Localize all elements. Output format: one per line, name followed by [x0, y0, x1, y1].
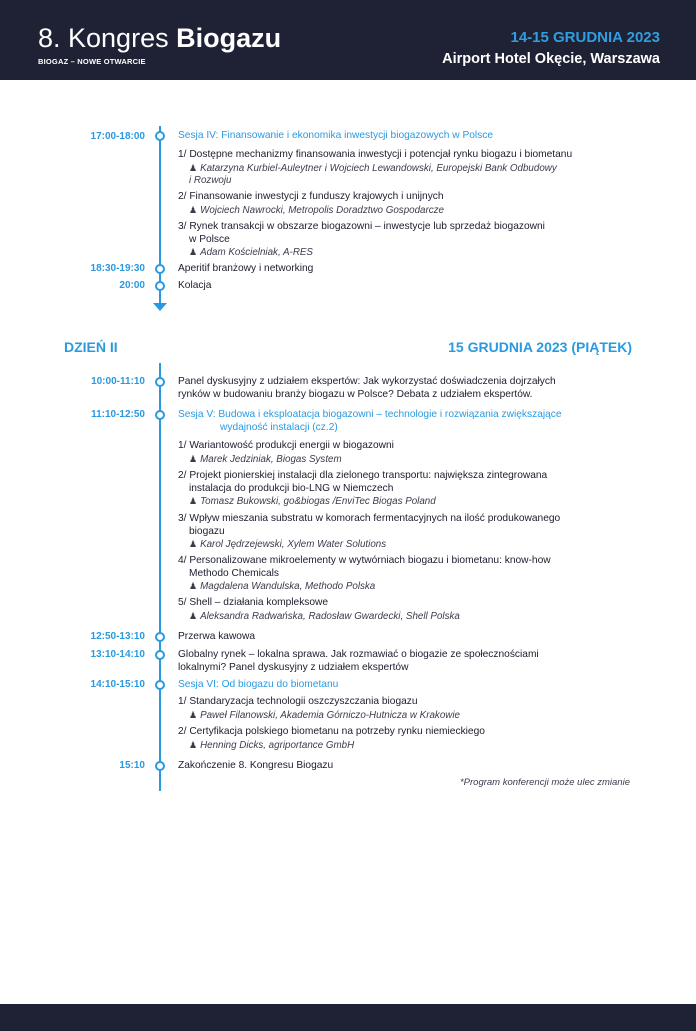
event-venue: Airport Hotel Okęcie, Warszawa	[442, 51, 660, 67]
talk-item	[178, 440, 394, 466]
talk-title: 1/ Wariantowość produkcji energii w biogazowni	[178, 440, 394, 451]
talk-title: 3/ Wpływ mieszania substratu w komorach fermentacyjnych na ilość produkowanego	[178, 513, 561, 524]
talk-title: 1/ Standaryzacja technologii oszczyszczania biogazu	[178, 696, 418, 707]
timeline-arrow-icon	[153, 303, 167, 311]
talk-presenter: ♟ Wojciech Nawrocki, Metropolis Doradztwo Gospodarcze	[189, 204, 445, 216]
talk-presenter: ♟ Tomasz Bukowski, go&biogas /EnviTec Biogas Poland	[189, 496, 436, 507]
program-note: *Program konferencji może ulec zmianie	[459, 777, 630, 788]
title-prefix: 8. Kongres	[38, 23, 169, 53]
timeline-line-2	[159, 363, 161, 791]
talk-presenter: ♟ Marek Jedziniak, Biogas System	[189, 453, 342, 465]
agenda-item: Globalny rynek – lokalna sprawa. Jak rozmawiać o biogazie ze społecznościami lokalnymi? Panel dyskusyjny z udziałem ekspertów	[178, 649, 539, 673]
event-subtitle: BIOGAZ – NOWE OTWARCIE	[38, 57, 146, 66]
title-main: Biogazu	[176, 23, 282, 53]
day-date: 15 GRUDNIA 2023 (PIĄTEK)	[448, 339, 632, 355]
timeline-node	[155, 680, 165, 690]
talk-item: 4/ Personalizowane mikroelementy w wytwórniach biogazu i biometanu: know-how Methodo Chemicals ♟ Magdalena Wandulska, Methodo Polska	[178, 555, 551, 592]
event-time: 10:00-11:10	[91, 376, 145, 387]
talk-item	[178, 696, 460, 722]
day-label: DZIEŃ II	[64, 339, 118, 355]
timeline-node	[155, 264, 165, 274]
talk-title-cont: w Polsce	[189, 233, 230, 245]
talk-title: 2/ Projekt pionierskiej instalacji dla zielonego transportu: największa zintegrowana	[178, 470, 548, 481]
session-time: 17:00-18:00	[90, 131, 145, 142]
talk-item	[178, 726, 485, 752]
event-time: 15:10	[119, 760, 145, 771]
agenda-item: Przerwa kawowa	[178, 631, 255, 642]
talk-title: 2/ Certyfikacja polskiego biometanu na potrzeby rynku niemieckiego	[178, 726, 485, 737]
talk-presenter: ♟ Adam Kościelniak, A-RES	[189, 247, 313, 258]
session-title: Sesja V: Budowa i eksploatacja biogazowni – technologie i rozwiązania zwiększające wydajność instalacji (cz.2)	[178, 409, 562, 433]
header-bar	[0, 0, 696, 80]
event-date: 14-15 GRUDNIA 2023	[510, 29, 660, 46]
person-icon: ♟	[189, 247, 198, 257]
event-time: 20:00	[119, 280, 145, 291]
talk-title: 4/ Personalizowane mikroelementy w wytwórniach biogazu i biometanu: know-how	[178, 555, 551, 566]
timeline-line-1	[159, 126, 161, 304]
talk-presenter: ♟ Aleksandra Radwańska, Radosław Gwardecki, Shell Polska	[189, 610, 460, 622]
person-icon: ♟	[189, 610, 198, 621]
agenda-item: Aperitif branżowy i networking	[178, 263, 314, 274]
talk-item	[178, 597, 460, 623]
person-icon: ♟	[189, 162, 198, 173]
talk-item	[178, 149, 572, 188]
timeline-node	[155, 131, 165, 141]
talk-presenter: ♟ Magdalena Wandulska, Methodo Polska	[189, 581, 376, 592]
session-time: 14:10-15:10	[90, 679, 145, 690]
event-time: 13:10-14:10	[90, 649, 145, 660]
event-time: 18:30-19:30	[90, 263, 145, 274]
person-icon: ♟	[189, 204, 198, 215]
session-title: Sesja VI: Od biogazu do biometanu	[178, 679, 339, 690]
timeline-node	[155, 377, 165, 387]
session-title	[178, 130, 493, 143]
agenda-item: Zakończenie 8. Kongresu Biogazu	[178, 760, 334, 771]
timeline-node	[155, 761, 165, 771]
agenda-item: Kolacja	[178, 280, 212, 291]
person-icon: ♟	[189, 496, 198, 506]
talk-presenter: ♟ Paweł Filanowski, Akademia Górniczo-Hutnicza w Krakowie	[189, 709, 460, 721]
talk-presenter: ♟ Karol Jędrzejewski, Xylem Water Solutions	[189, 539, 387, 550]
timeline-node	[155, 281, 165, 291]
talk-title: 3/ Rynek transakcji w obszarze biogazowni – inwestycje lub sprzedaż biogazowni	[178, 221, 545, 232]
person-icon: ♟	[189, 739, 198, 750]
session-time: 11:10-12:50	[91, 409, 145, 420]
timeline-node	[155, 632, 165, 642]
talk-item: 3/ Wpływ mieszania substratu w komorach fermentacyjnych na ilość produkowanego biogazu ♟ Karol Jędrzejewski, Xylem Water Solutions	[178, 513, 561, 550]
person-icon: ♟	[189, 709, 198, 720]
talk-title: 5/ Shell – działania kompleksowe	[178, 597, 329, 608]
event-time: 12:50-13:10	[90, 631, 145, 642]
timeline-node	[155, 650, 165, 660]
person-icon: ♟	[189, 453, 198, 464]
talk-presenter: ♟ Katarzyna Kurbiel-Auleytner i Wojciech Lewandowski, Europejski Bank Odbudowy i Rozwoju	[189, 162, 557, 186]
session-title-text: Sesja IV: Finansowanie i ekonomika inwestycji biogazowych w Polsce	[178, 130, 494, 141]
agenda-item: Panel dyskusyjny z udziałem ekspertów: Jak wykorzystać doświadczenia dojrzałych rynków w budowaniu branży biogazu w Polsce? Debata z udziałem ekspertów.	[178, 376, 556, 400]
talk-item	[178, 221, 545, 260]
talk-presenter: ♟ Henning Dicks, agriportance GmbH	[189, 739, 355, 751]
footer-bar	[0, 1004, 696, 1031]
talk-item: 2/ Projekt pionierskiej instalacji dla zielonego transportu: największa zintegrowana instalacja do produkcji bio-LNG w Niemczech ♟ Tomasz Bukowski, go&biogas /EnviTec Biogas Poland	[178, 470, 548, 507]
talk-title: 1/ Dostępne mechanizmy finansowania inwestycji i potencjał rynku biogazu i biometanu	[178, 149, 573, 160]
timeline-node	[155, 410, 165, 420]
person-icon: ♟	[189, 539, 198, 549]
person-icon: ♟	[189, 581, 198, 591]
event-title	[38, 22, 281, 54]
talk-title: 2/ Finansowanie inwestycji z funduszy krajowych i unijnych	[178, 191, 444, 202]
talk-item	[178, 191, 444, 217]
